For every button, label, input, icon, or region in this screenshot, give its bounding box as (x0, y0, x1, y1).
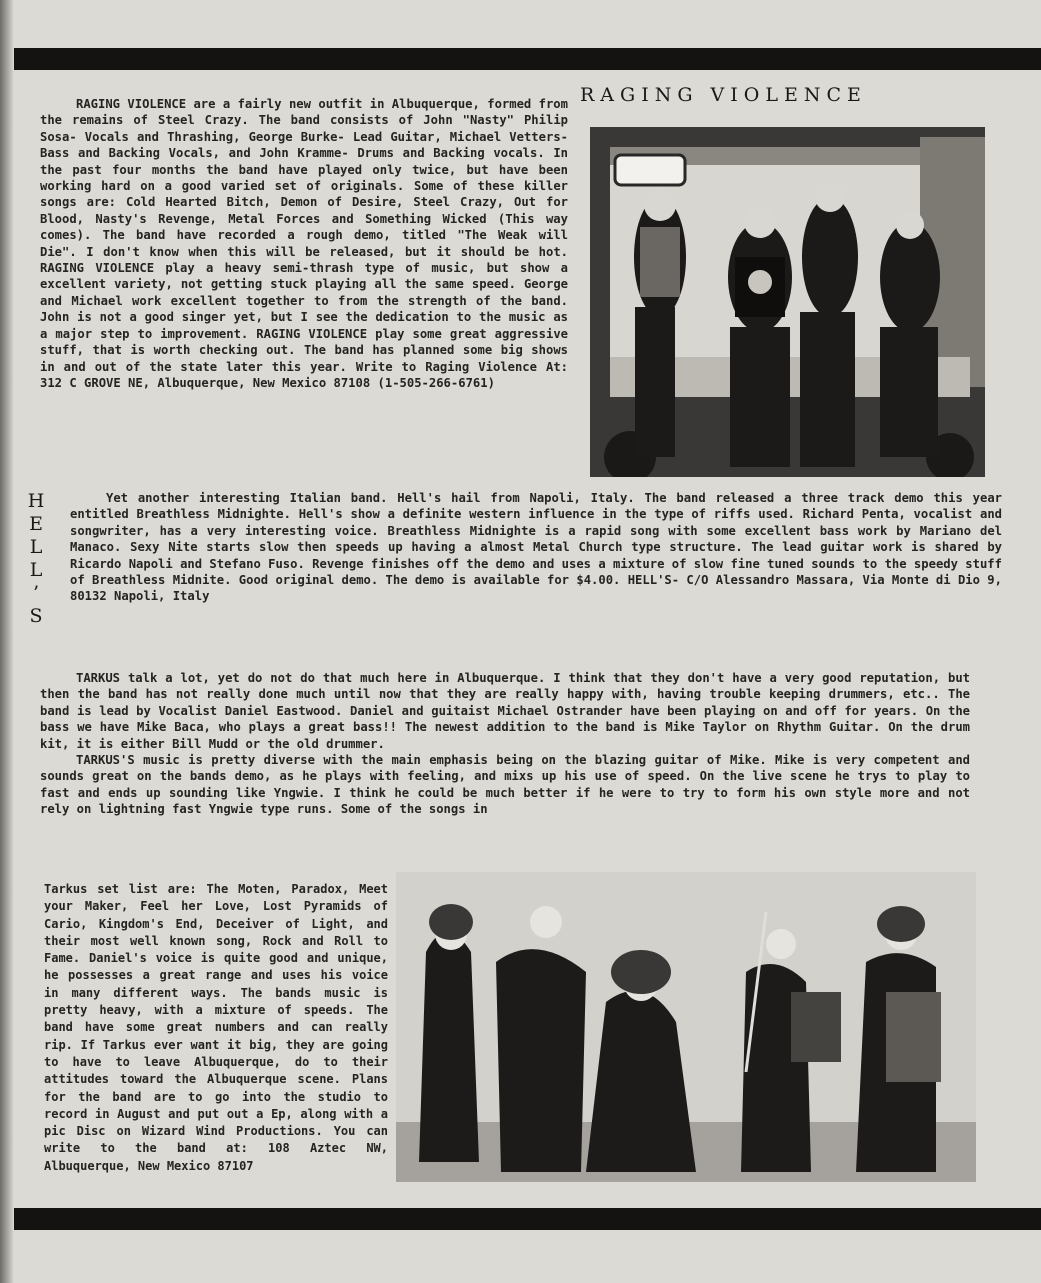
top-black-bar (14, 48, 1041, 70)
hells-letter-h: H (27, 490, 45, 512)
hells-article (70, 490, 1002, 605)
raging-violence-heading: RAGING VIOLENCE (580, 84, 867, 106)
binding-shadow (0, 0, 14, 1283)
tarkus-side-paragraph: Tarkus set list are: The Moten, Paradox, Meet your Maker, Feel her Love, Lost Pyramids of Cario, Kingdom's End, Deceiver of Light, and their most well known song, Rock and Roll to Fame. Daniel's voice is quite good and unique, he possesses a great range and uses his voice in many different ways. The bands music is pretty heavy, with a mixture of speeds. The band have some great numbers and can really rip. If Tarkus ever want it big, they are going to have to leave Albuquerque, do to their attitudes toward the Albuquerque scene. Plans for the band are to go into the studio to record in August and put out a Ep, along with a pic Disc on Wizard Wind Productions. You can write to the band at: 108 Aztec NW, Albuquerque, New Mexico 87107 (44, 882, 388, 1173)
bottom-black-bar (14, 1208, 1041, 1230)
hells-letter-e: E (29, 513, 43, 535)
tarkus-article (40, 670, 970, 818)
raging-violence-paragraph: RAGING VIOLENCE are a fairly new outfit in Albuquerque, formed from the remains of Steel Crazy. The band consists of John "Nasty" Philip Sosa- Vocals and Thrashing, George Burke- Lead Guitar, Michael Vetters- Bass and Backing Vocals, and John Kramme- Drums and Backing vocals. In the past four months the band have played only twice, but have been working hard on a good varied set of originals. Some of these killer songs are: Cold Hearted Bitch, Demon of Desire, Steel Crazy, Out for Blood, Nasty's Revenge, Metal Forces and Something Wicked (This way comes). The band have recorded a rough demo, titled "The Weak will Die". I don't know when this will be released, but it should be hot. RAGING VIOLENCE play a heavy semi-thrash type of music, but show a excellent variety, not getting stuck playing all the same speed. George and Michael work excellent together to from the strength of the band. John is not a good singer yet, but I see the dedication to the music as a major step to improvement. RAGING VIOLENCE play some great aggressive stuff, that is worth checking out. The band has planned some big shows in and out of the state later this year. Write to Raging Violence At: 312 C GROVE NE, Albuquerque, New Mexico 87108 (1-505-266-6761) (40, 97, 568, 390)
raging-violence-band-photo (590, 127, 985, 477)
hells-letter-s: S (29, 605, 43, 627)
tarkus-paragraph-2: TARKUS'S music is pretty diverse with the main emphasis being on the blazing guitar of Mike. Mike is very competent and sounds great on the bands demo, as he plays with feeling, and mixs up his use of speed. On the live scene he trys to play to fast and ends up sounding like Yngwie. I think he could be much better if he were to try to form his own style more and not rely on lightning fast Yngwie type runs. Some of the songs in (40, 753, 970, 817)
hells-letter-apostrophe: ’ (32, 582, 40, 604)
tarkus-paragraph-1: TARKUS talk a lot, yet do not do that much here in Albuquerque. I think that they don't have a very good reputation, but then the band has not really done much until now that they are really happy with, having trouble keeping drummers, etc.. The band is lead by Vocalist Daniel Eastwood. Daniel and guitaist Michael Ostrander have been playing on and off for years. On the bass we have Mike Baca, who plays a great bass!! The newest addition to the band is Mike Taylor on Rhythm Guitar. On the drum kit, it is either Bill Mudd or the old drummer. (40, 671, 970, 751)
hells-letter-l1: L (29, 536, 43, 558)
tarkus-side-column (44, 881, 388, 1175)
tarkus-band-photo (396, 872, 976, 1182)
tarkus-photo-illustration (396, 872, 976, 1182)
raging-violence-photo-illustration (590, 127, 985, 477)
hells-letter-l2: L (29, 559, 43, 581)
raging-violence-article (40, 96, 568, 391)
hells-vertical-heading (24, 490, 48, 628)
hells-paragraph: Yet another interesting Italian band. Hell's hail from Napoli, Italy. The band released a three track demo this year entitled Breathless Midnighte. Hell's show a definite western influence in the type of riffs used. Richard Penta, vocalist and songwriter, has a very interesting voice. Breathless Midnighte is a rapid song with some excellent bass work by Mariano del Manaco. Sexy Nite starts slow then speeds up having a almost Metal Church type structure. The lead guitar work is shared by Ricardo Napoli and Stefano Fuso. Revenge finishes off the demo and uses a mixture of slow fine tuned sounds to the speedy stuff of Breathless Midnite. Good original demo. The demo is available for $4.00. HELL'S- C/O Alessandro Massara, Via Monte di Dio 9, 80132 Napoli, Italy (70, 491, 1002, 604)
